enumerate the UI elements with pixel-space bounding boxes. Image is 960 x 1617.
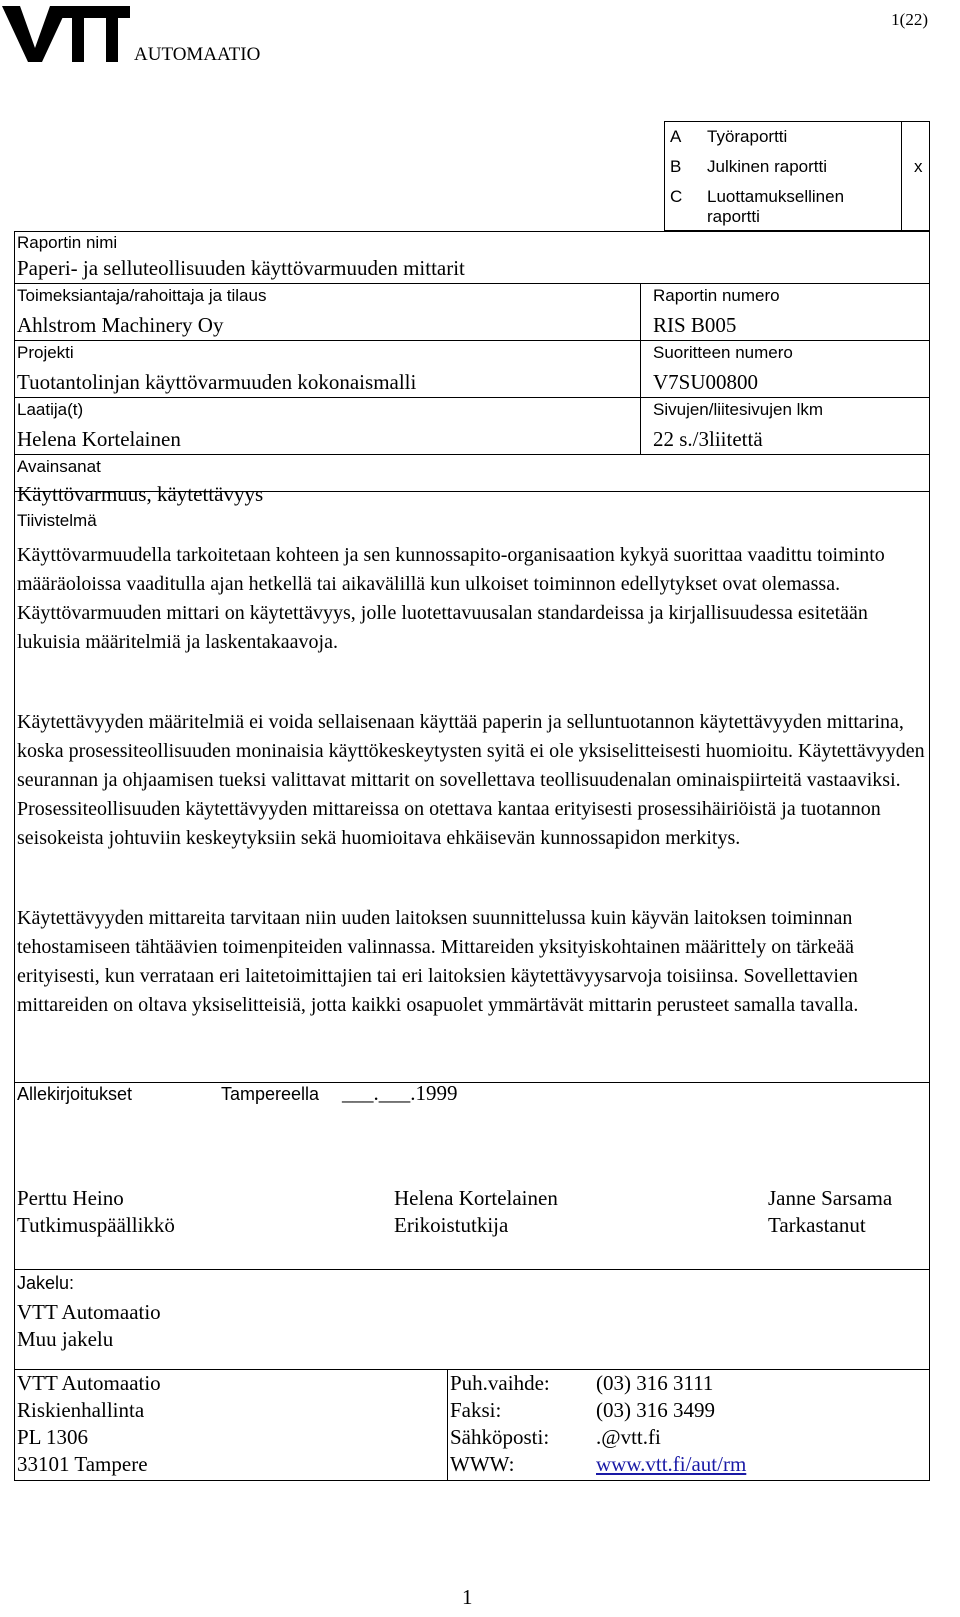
report-type-label: Luottamuksellinen raportti <box>707 187 845 226</box>
signature-block <box>14 1082 930 1269</box>
signatory <box>17 1185 175 1239</box>
pages-count: 22 s./3liitettä <box>653 427 763 451</box>
department-name: AUTOMAATIO <box>134 44 261 65</box>
report-type-letter: C <box>670 187 683 206</box>
report-number: RIS B005 <box>653 313 737 337</box>
signatory <box>394 1185 558 1239</box>
report-name-label: Raportin nimi <box>17 233 118 252</box>
contact-value: .@vtt.fi <box>596 1425 661 1449</box>
abstract-paragraph: Käyttövarmuudella tarkoitetaan kohteen ja sen kunnossapito-organisaation kykyä suorittaa vaadittu toiminto määräoloissa vaaditulla ajan hetkellä tai aikavälillä kun ulkoiset toiminnon edellytykset ovat olemassa. Käyttövarmuuden mittari on käytettävyys, jolle luotettavuusalan standardeissa ja kirjallisuudessa esitetään lukuisia määritelmiä ja laskentakaavoja. <box>17 544 885 653</box>
client-label: Toimeksiantaja/rahoittaja ja tilaus <box>17 286 267 305</box>
client-name: Ahlstrom Machinery Oy <box>17 313 224 337</box>
contact-value: (03) 316 3499 <box>596 1398 715 1422</box>
website-link[interactable]: www.vtt.fi/aut/rm <box>596 1452 747 1476</box>
signatory <box>768 1185 892 1239</box>
signature-date: ___.___.1999 <box>342 1081 458 1105</box>
pages-label: Sivujen/liitesivujen lkm <box>653 400 824 419</box>
signatory-name: Janne Sarsama <box>768 1186 893 1210</box>
page-number: 1 <box>462 1585 473 1609</box>
address-block <box>14 1369 930 1481</box>
project-label: Projekti <box>17 343 74 362</box>
address-line: PL 1306 <box>17 1425 88 1449</box>
keywords: Käyttövarmuus, käytettävyys <box>17 482 264 506</box>
report-type-letter: B <box>670 157 682 176</box>
report-type-mark: x <box>914 157 923 176</box>
address-line: Riskienhallinta <box>17 1398 145 1422</box>
abstract-paragraph: Käytettävyyden mittareita tarvitaan niin uuden laitoksen suunnittelussa kuin käyvän laitoksen toiminnan tehostamiseen tähtäävien toimenpiteiden valinnassa. Mittareiden yksityiskohtainen määrittely on tärkeää erityisesti, kun verrataan eri laitetoimittajien tai eri laitoksien käytettävyysarvoja toisiinsa. Sovellettavien mittareiden on oltava yksiselitteisiä, jotta kaikki osapuolet ymmärtävät mittarin perusteet samalla tavalla. <box>17 907 859 1016</box>
distribution-item: Muu jakelu <box>17 1327 114 1351</box>
distribution-block <box>14 1269 930 1369</box>
authors: Helena Kortelainen <box>17 427 181 451</box>
signatory-title: Tarkastanut <box>768 1213 866 1237</box>
distribution-item: VTT Automaatio <box>17 1300 161 1324</box>
contact-label: WWW: <box>450 1452 515 1476</box>
vtt-logo <box>0 4 130 64</box>
report-type-letter: A <box>670 127 682 146</box>
signature-place: Tampereella <box>221 1084 320 1104</box>
abstract-section <box>14 527 930 1082</box>
performance-number: V7SU00800 <box>653 370 759 394</box>
report-name: Paperi- ja selluteollisuuden käyttövarmuuden mittarit <box>17 256 465 280</box>
page-count: 1(22) <box>891 10 928 29</box>
signatory-name: Helena Kortelainen <box>394 1186 558 1210</box>
signatures-label: Allekirjoitukset <box>17 1084 133 1104</box>
distribution-label: Jakelu: <box>17 1273 75 1293</box>
authors-label: Laatija(t) <box>17 400 84 419</box>
report-type-label: Työraportti <box>707 127 788 146</box>
keywords-label: Avainsanat <box>17 457 101 476</box>
contact-label: Faksi: <box>450 1398 502 1422</box>
address-line: VTT Automaatio <box>17 1371 161 1395</box>
signatory-name: Perttu Heino <box>17 1186 124 1210</box>
report-info-table <box>14 231 930 530</box>
signatory-title: Erikoistutkija <box>394 1213 509 1237</box>
report-type-box <box>664 121 930 231</box>
abstract-label: Tiivistelmä <box>17 511 97 530</box>
contact-label: Puh.vaihde: <box>450 1371 550 1395</box>
project-name: Tuotantolinjan käyttövarmuuden kokonaismalli <box>17 370 417 394</box>
address-line: 33101 Tampere <box>17 1452 148 1476</box>
contact-label: Sähköposti: <box>450 1425 550 1449</box>
performance-number-label: Suoritteen numero <box>653 343 793 362</box>
contact-value: (03) 316 3111 <box>596 1371 714 1395</box>
report-type-label: Julkinen raportti <box>707 157 828 176</box>
abstract-paragraph: Käytettävyyden määritelmiä ei voida sellaisenaan käyttää paperin ja selluntuotannon käytettävyyden mittarina, koska prosessiteollisuuden moninaisia käyttökeskeytysten syitä ei ole yksiselitteisesti huomioitu. Käytettävyyden seurannan ja ohjaamisen tueksi valittavat mittarit on sovellettava teollisuudenalan ominaispiirteitä vastaaviksi. Prosessiteollisuuden käytettävyyden mittareissa on otettava kantaa erityisesti prosessihäiriöistä ja tuotannon seisokeista johtuviin keskeytyksiin sekä huomioitava ehkäisevän kunnossapidon merkitys. <box>17 711 925 849</box>
report-number-label: Raportin numero <box>653 286 780 305</box>
signatory-title: Tutkimuspäällikkö <box>17 1213 175 1237</box>
